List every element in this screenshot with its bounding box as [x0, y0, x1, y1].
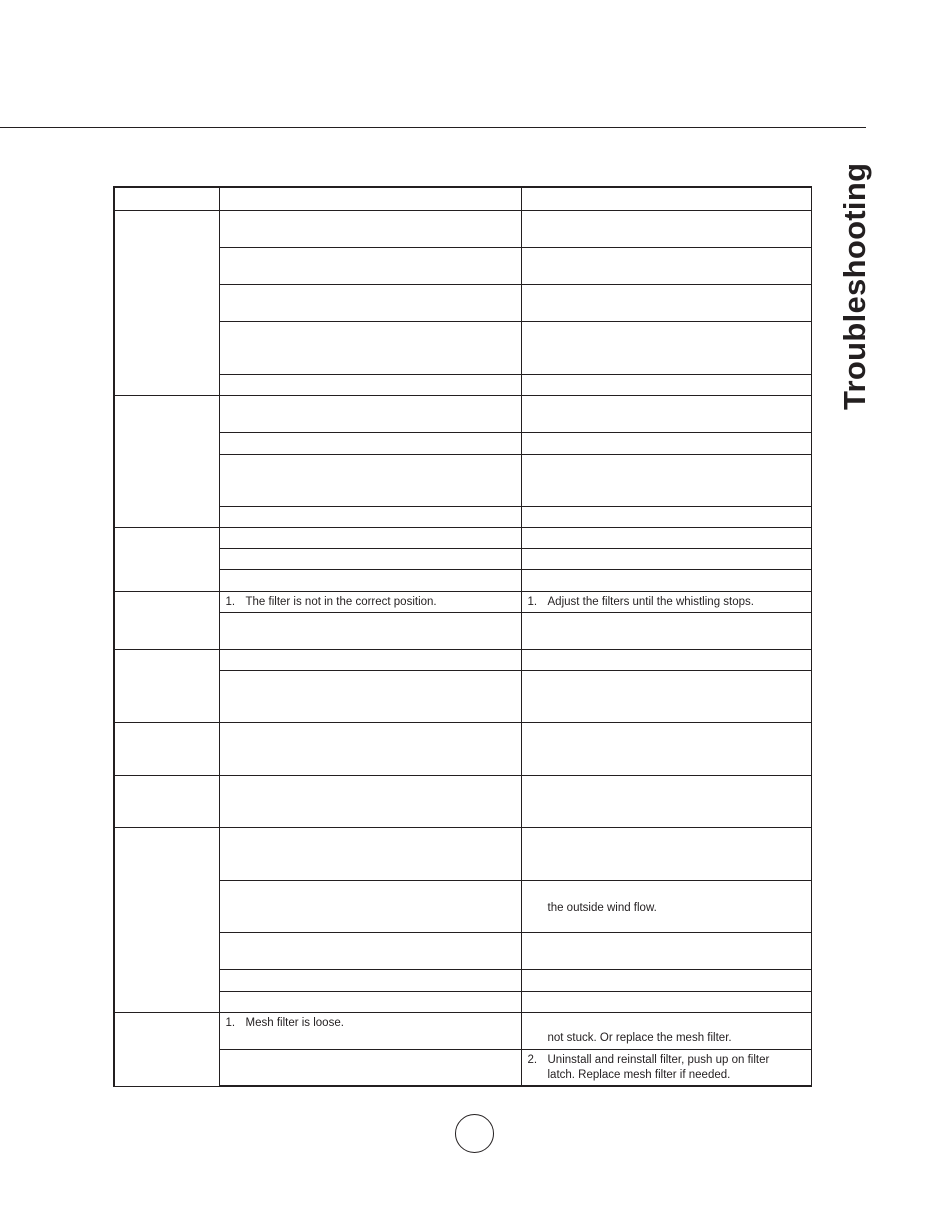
- problem-cell: [114, 775, 219, 827]
- solution-text: Adjust the filters until the whistling stops.: [547, 595, 754, 608]
- cause-cell: [219, 880, 521, 932]
- table-row: [114, 395, 811, 432]
- solution-cell: [521, 432, 811, 454]
- problem-cell: [114, 210, 219, 395]
- table-row: [114, 649, 811, 670]
- cause-cell: [219, 932, 521, 969]
- table-row: [114, 722, 811, 775]
- table-row: [114, 670, 811, 722]
- solution-cell: [521, 454, 811, 506]
- solution-text: Uninstall and reinstall filter, push up on filter: [547, 1053, 770, 1066]
- solution-cell: [521, 827, 811, 880]
- solution-number: 1.: [527, 595, 538, 608]
- solution-cell: [521, 775, 811, 827]
- solution-cell: [521, 880, 811, 932]
- solution-number: 2.: [527, 1053, 538, 1066]
- cause-cell: [219, 569, 521, 591]
- problem-cell: [114, 591, 219, 649]
- cause-cell: [219, 969, 521, 991]
- cause-cell: [219, 284, 521, 321]
- solution-text: the outside wind flow.: [547, 901, 657, 914]
- table-row: [114, 454, 811, 506]
- table-row: [114, 374, 811, 395]
- cause-cell: [219, 722, 521, 775]
- solution-cell: [521, 591, 811, 612]
- cause-cell: [219, 591, 521, 612]
- cause-cell: [219, 374, 521, 395]
- table-row: [114, 506, 811, 527]
- troubleshooting-table: [113, 186, 812, 1087]
- solution-text-continued: latch. Replace mesh filter if needed.: [547, 1068, 731, 1081]
- table-row: [114, 591, 811, 612]
- table-row: [114, 1049, 811, 1086]
- solution-cell: [521, 395, 811, 432]
- solution-cell: [521, 969, 811, 991]
- table-row: [114, 612, 811, 649]
- table-row: [114, 247, 811, 284]
- solution-cell: [521, 722, 811, 775]
- solution-cell: [521, 506, 811, 527]
- cause-cell: [219, 612, 521, 649]
- cause-cell: [219, 649, 521, 670]
- header-rule: [0, 127, 866, 128]
- solution-text: not stuck. Or replace the mesh filter.: [547, 1031, 732, 1044]
- table-row: [114, 991, 811, 1012]
- cause-cell: [219, 506, 521, 527]
- table-row: [114, 548, 811, 569]
- cause-cell: [219, 321, 521, 374]
- cause-cell: [219, 670, 521, 722]
- cause-text: The filter is not in the correct position.: [245, 595, 437, 608]
- table-row: [114, 1012, 811, 1049]
- cause-cell: [219, 454, 521, 506]
- table-row: [114, 284, 811, 321]
- header-cause: [219, 187, 521, 210]
- cause-cell: [219, 775, 521, 827]
- cause-cell: [219, 1012, 521, 1049]
- cause-cell: [219, 991, 521, 1012]
- cause-number: 1.: [225, 1016, 236, 1029]
- cause-cell: [219, 210, 521, 247]
- solution-cell: [521, 527, 811, 548]
- solution-cell: [521, 670, 811, 722]
- table-row: [114, 932, 811, 969]
- cause-cell: [219, 827, 521, 880]
- cause-number: 1.: [225, 595, 236, 608]
- table-row: [114, 827, 811, 880]
- table-row: [114, 527, 811, 548]
- table-row: [114, 569, 811, 591]
- problem-cell: [114, 722, 219, 775]
- problem-cell: [114, 827, 219, 1012]
- page-number-circle: [455, 1114, 494, 1153]
- problem-cell: [114, 395, 219, 527]
- cause-cell: [219, 1049, 521, 1086]
- cause-cell: [219, 548, 521, 569]
- solution-cell: [521, 649, 811, 670]
- cause-cell: [219, 527, 521, 548]
- cause-text: Mesh filter is loose.: [245, 1016, 344, 1029]
- header-problem: [114, 187, 219, 210]
- section-title: Troubleshooting: [837, 162, 872, 410]
- header-solution: [521, 187, 811, 210]
- cause-cell: [219, 395, 521, 432]
- solution-cell: [521, 210, 811, 247]
- table-row: [114, 969, 811, 991]
- solution-cell: [521, 932, 811, 969]
- solution-cell: [521, 612, 811, 649]
- solution-cell: [521, 1049, 811, 1086]
- problem-cell: [114, 527, 219, 591]
- solution-cell: [521, 247, 811, 284]
- cause-cell: [219, 432, 521, 454]
- table-row: [114, 775, 811, 827]
- table-row: [114, 321, 811, 374]
- solution-cell: [521, 374, 811, 395]
- solution-cell: [521, 1012, 811, 1049]
- table-header-row: [114, 187, 811, 210]
- solution-cell: [521, 321, 811, 374]
- solution-cell: [521, 284, 811, 321]
- cause-cell: [219, 247, 521, 284]
- solution-cell: [521, 569, 811, 591]
- table-row: [114, 432, 811, 454]
- table-row: [114, 210, 811, 247]
- solution-cell: [521, 991, 811, 1012]
- problem-cell: [114, 649, 219, 722]
- solution-cell: [521, 548, 811, 569]
- table-row: [114, 880, 811, 932]
- problem-cell: [114, 1012, 219, 1086]
